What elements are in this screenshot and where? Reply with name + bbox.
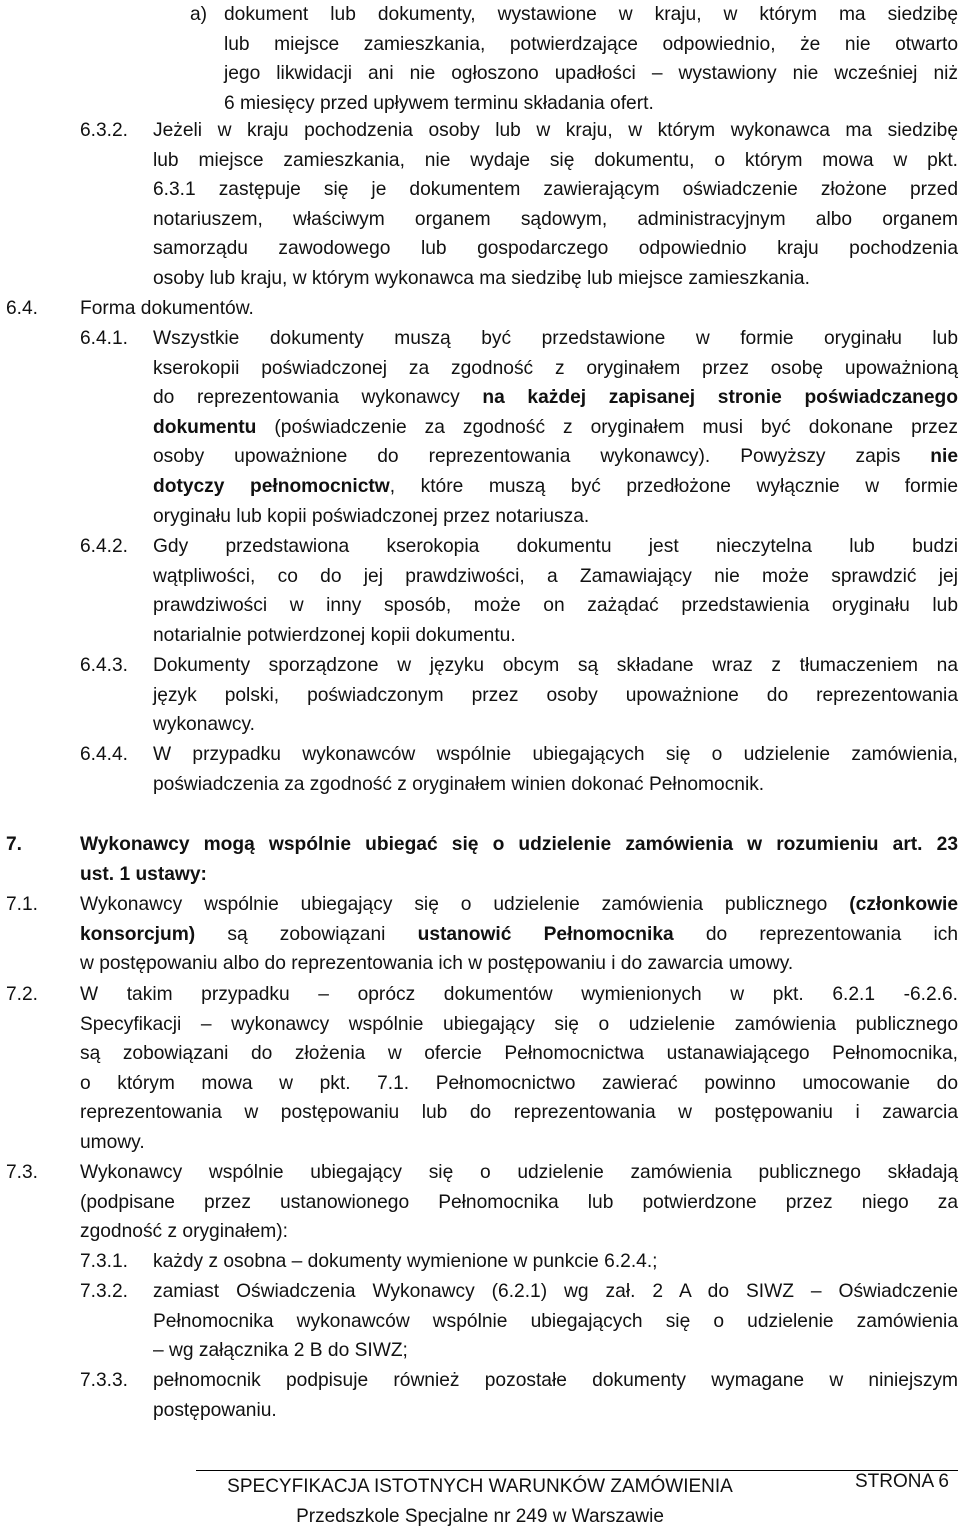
text-line <box>153 383 958 413</box>
section-number: 7.3.1. <box>80 1251 129 1272</box>
text-line <box>80 294 958 324</box>
text-run: samorządu zawodowego lub gospodarczego odpowiednio kraju pochodzenia <box>153 238 958 260</box>
text-run: reprezentowania w postępowaniu lub do reprezentowania w postępowaniu i zawarcia <box>80 1102 958 1124</box>
text-line <box>80 949 958 979</box>
text-run: W takim przypadku – oprócz dokumentów wymienionych w pkt. 6.2.1 -6.2.6. <box>80 984 958 1005</box>
text-line <box>80 1217 958 1247</box>
section-number: 6.4.2. <box>80 536 129 557</box>
text-run: osoby upoważnione do reprezentowania wykonawcy). Powyższy zapis <box>153 446 931 468</box>
text-run: Gdy przedstawiona kserokopia dokumentu jest nieczytelna lub budzi <box>153 536 958 557</box>
text-run: (poświadczenie za zgodność z oryginałem musi być dokonane przez <box>256 416 958 438</box>
text-run: Wykonawcy wspólnie ubiegający się o udzielenie zamówienia publicznego składają <box>80 1162 958 1183</box>
section-text <box>153 116 958 294</box>
text-line <box>224 0 958 30</box>
text-line <box>153 1366 958 1396</box>
section-number: 7.1. <box>6 894 39 915</box>
text-run: – wg załącznika 2 B do SIWZ; <box>153 1340 408 1362</box>
text-run: Forma dokumentów. <box>80 298 254 319</box>
text-run: Specyfikacji – wykonawcy wspólnie ubiegający się o udzielenie zamówienia publicznego <box>80 1013 958 1035</box>
text-run: W przypadku wykonawców wspólnie ubiegających się o udzielenie zamówienia, <box>153 744 958 765</box>
text-run: zgodność z oryginałem): <box>80 1221 288 1243</box>
section-number: 6.4.3. <box>80 655 129 676</box>
section-number: 6.4. <box>6 298 39 319</box>
section-heading <box>80 830 958 889</box>
text-line <box>224 30 958 60</box>
text-line <box>153 770 958 800</box>
bold-text: ust. 1 ustawy: <box>80 863 207 885</box>
text-run: zamiast Oświadczenia Wykonawcy (6.2.1) wg zał. 2 A do SIWZ – Oświadczenie <box>153 1281 958 1302</box>
text-run: są zobowiązani do złożenia w ofercie Pełnomocnictwa ustanawiającego Pełnomocnika, <box>80 1043 958 1065</box>
text-line <box>80 1158 958 1188</box>
text-line <box>153 740 958 770</box>
section-text <box>153 740 958 799</box>
bold-text: Wykonawcy mogą wspólnie ubiegać się o udzielenie zamówienia w rozumieniu art. 23 <box>80 834 958 855</box>
section-text <box>80 980 958 1158</box>
text-line <box>153 472 958 502</box>
text-line <box>80 1039 958 1069</box>
text-run: , które muszą być przedłożone wyłącznie w formie <box>389 475 959 497</box>
text-run: poświadczenia za zgodność z oryginałem winien dokonać Pełnomocnik. <box>153 773 765 795</box>
section-text <box>80 1158 958 1247</box>
text-line <box>80 1128 958 1158</box>
text-line <box>80 1010 958 1040</box>
text-run: Dokumenty sporządzone w języku obcym są składane wraz z tłumaczeniem na <box>153 655 958 676</box>
bold-text: dokumentu <box>153 416 257 438</box>
section-number: 7.3. <box>6 1162 39 1183</box>
text-line <box>153 175 958 205</box>
text-run: umowy. <box>80 1131 145 1153</box>
text-line <box>153 591 958 621</box>
text-run: do reprezentowania ich <box>673 923 959 945</box>
section-number: 7.2. <box>6 984 39 1005</box>
bold-text: konsorcjum) <box>80 923 196 945</box>
footer-rule <box>196 1470 958 1471</box>
footer-subtitle: Przedszkole Specjalne nr 249 w Warszawie <box>296 1506 664 1527</box>
section-heading <box>80 294 958 324</box>
text-run: wątpliwości, co do jej prawdziwości, a Zamawiający nie może sprawdzić jej <box>153 565 958 587</box>
text-line <box>80 890 958 920</box>
text-line <box>153 354 958 384</box>
text-line <box>153 205 958 235</box>
text-run: Jeżeli w kraju pochodzenia osoby lub w kraju, w którym wykonawca ma siedzibę <box>153 120 958 141</box>
text-line <box>153 442 958 472</box>
section-text <box>153 1247 958 1277</box>
text-run: dokument lub dokumenty, wystawione w kraju, w którym ma siedzibę <box>224 4 958 25</box>
text-run: notarialnie potwierdzonej kopii dokumentu. <box>153 624 516 646</box>
text-run: pełnomocnik podpisuje również pozostałe dokumenty wymagane w niniejszym <box>153 1370 958 1391</box>
text-line <box>153 562 958 592</box>
text-run: o którym mowa w pkt. 7.1. Pełnomocnictwo zawierać powinno umocowanie do <box>80 1072 958 1094</box>
text-line <box>153 234 958 264</box>
text-line <box>224 59 958 89</box>
text-line <box>153 681 958 711</box>
text-run: lub miejsce zamieszkania, potwierdzające odpowiednio, że nie otwarto <box>224 33 958 55</box>
item-number: a) <box>190 4 208 25</box>
text-line <box>80 920 958 950</box>
section-number: 6.4.1. <box>80 328 129 349</box>
section-number: 7.3.2. <box>80 1281 129 1302</box>
section-text <box>153 1277 958 1366</box>
text-run: Wykonawcy wspólnie ubiegający się o udzielenie zamówienia publicznego <box>80 894 850 915</box>
section-text <box>153 324 958 531</box>
text-run: oryginału lub kopii poświadczonej przez notariusza. <box>153 505 590 527</box>
section-number: 6.4.4. <box>80 744 129 765</box>
text-line <box>80 830 958 860</box>
text-line <box>153 651 958 681</box>
text-line <box>153 1277 958 1307</box>
section-text <box>153 1366 958 1425</box>
section-number: 6.3.2. <box>80 120 129 141</box>
text-line <box>153 532 958 562</box>
bold-text: ustanowić Pełnomocnika <box>417 923 674 945</box>
section-number: 7.3.3. <box>80 1370 129 1391</box>
text-line <box>80 980 958 1010</box>
text-run: kserokopii poświadczonej za zgodność z oryginałem przez osobę upoważnioną <box>153 357 958 379</box>
text-line <box>153 1247 958 1277</box>
text-line <box>153 413 958 443</box>
text-line <box>153 1336 958 1366</box>
text-line <box>153 621 958 651</box>
page-number: STRONA 6 <box>855 1471 949 1492</box>
text-run: lub miejsce zamieszkania, nie wydaje się dokumentu, o którym mowa w pkt. <box>153 149 958 171</box>
text-run: Wszystkie dokumenty muszą być przedstawione w formie oryginału lub <box>153 328 958 349</box>
text-line <box>153 1307 958 1337</box>
bold-text: (członkowie <box>849 894 958 915</box>
text-run: w postępowaniu albo do reprezentowania ich w postępowaniu i do zawarcia umowy. <box>80 953 794 975</box>
text-run: są zobowiązani <box>195 923 418 945</box>
text-run: postępowaniu. <box>153 1399 277 1421</box>
text-line <box>224 89 958 119</box>
section-text <box>153 651 958 740</box>
text-run: jego likwidacji ani nie ogłoszono upadłości – wystawiony nie wcześniej niż <box>224 63 958 85</box>
text-line <box>153 146 958 176</box>
text-line <box>153 324 958 354</box>
text-run: język polski, poświadczonym przez osoby upoważnione do reprezentowania <box>153 684 958 706</box>
text-run: 6 miesięcy przed upływem terminu składania ofert. <box>224 92 654 114</box>
text-run: prawdziwości w inny sposób, może on zażądać przedstawienia oryginału lub <box>153 595 958 617</box>
text-line <box>80 1069 958 1099</box>
bold-text: na każdej zapisanej stronie poświadczanego <box>482 387 958 409</box>
text-run: każdy z osobna – dokumenty wymienione w punkcie 6.2.4.; <box>153 1251 658 1272</box>
text-run: (podpisane przez ustanowionego Pełnomocnika lub potwierdzone przez niego za <box>80 1191 958 1213</box>
text-line <box>80 1188 958 1218</box>
section-number: 7. <box>6 834 23 855</box>
text-line <box>153 710 958 740</box>
text-run: Pełnomocnika wykonawców wspólnie ubiegających się o udzielenie zamówienia <box>153 1310 958 1332</box>
text-line <box>153 1396 958 1426</box>
text-run: 6.3.1 zastępuje się je dokumentem zawierającym oświadczenie złożone przed <box>153 179 958 201</box>
text-line <box>153 116 958 146</box>
text-run: osoby lub kraju, w którym wykonawca ma siedzibę lub miejsce zamieszkania. <box>153 267 810 289</box>
text-run: notariuszem, właściwym organem sądowym, administracyjnym albo organem <box>153 208 958 230</box>
text-line <box>153 264 958 294</box>
text-line <box>80 860 958 890</box>
section-text <box>80 890 958 979</box>
footer-title: SPECYFIKACJA ISTOTNYCH WARUNKÓW ZAMÓWIENIA <box>227 1476 733 1497</box>
text-run: wykonawcy. <box>153 714 256 736</box>
text-line <box>80 1098 958 1128</box>
text-run: do reprezentowania wykonawcy <box>153 387 483 409</box>
text-line <box>153 502 958 532</box>
bold-text: nie <box>930 446 958 468</box>
section-text <box>153 532 958 650</box>
bold-text: dotyczy pełnomocnictw <box>153 475 390 497</box>
item-text <box>224 0 958 118</box>
